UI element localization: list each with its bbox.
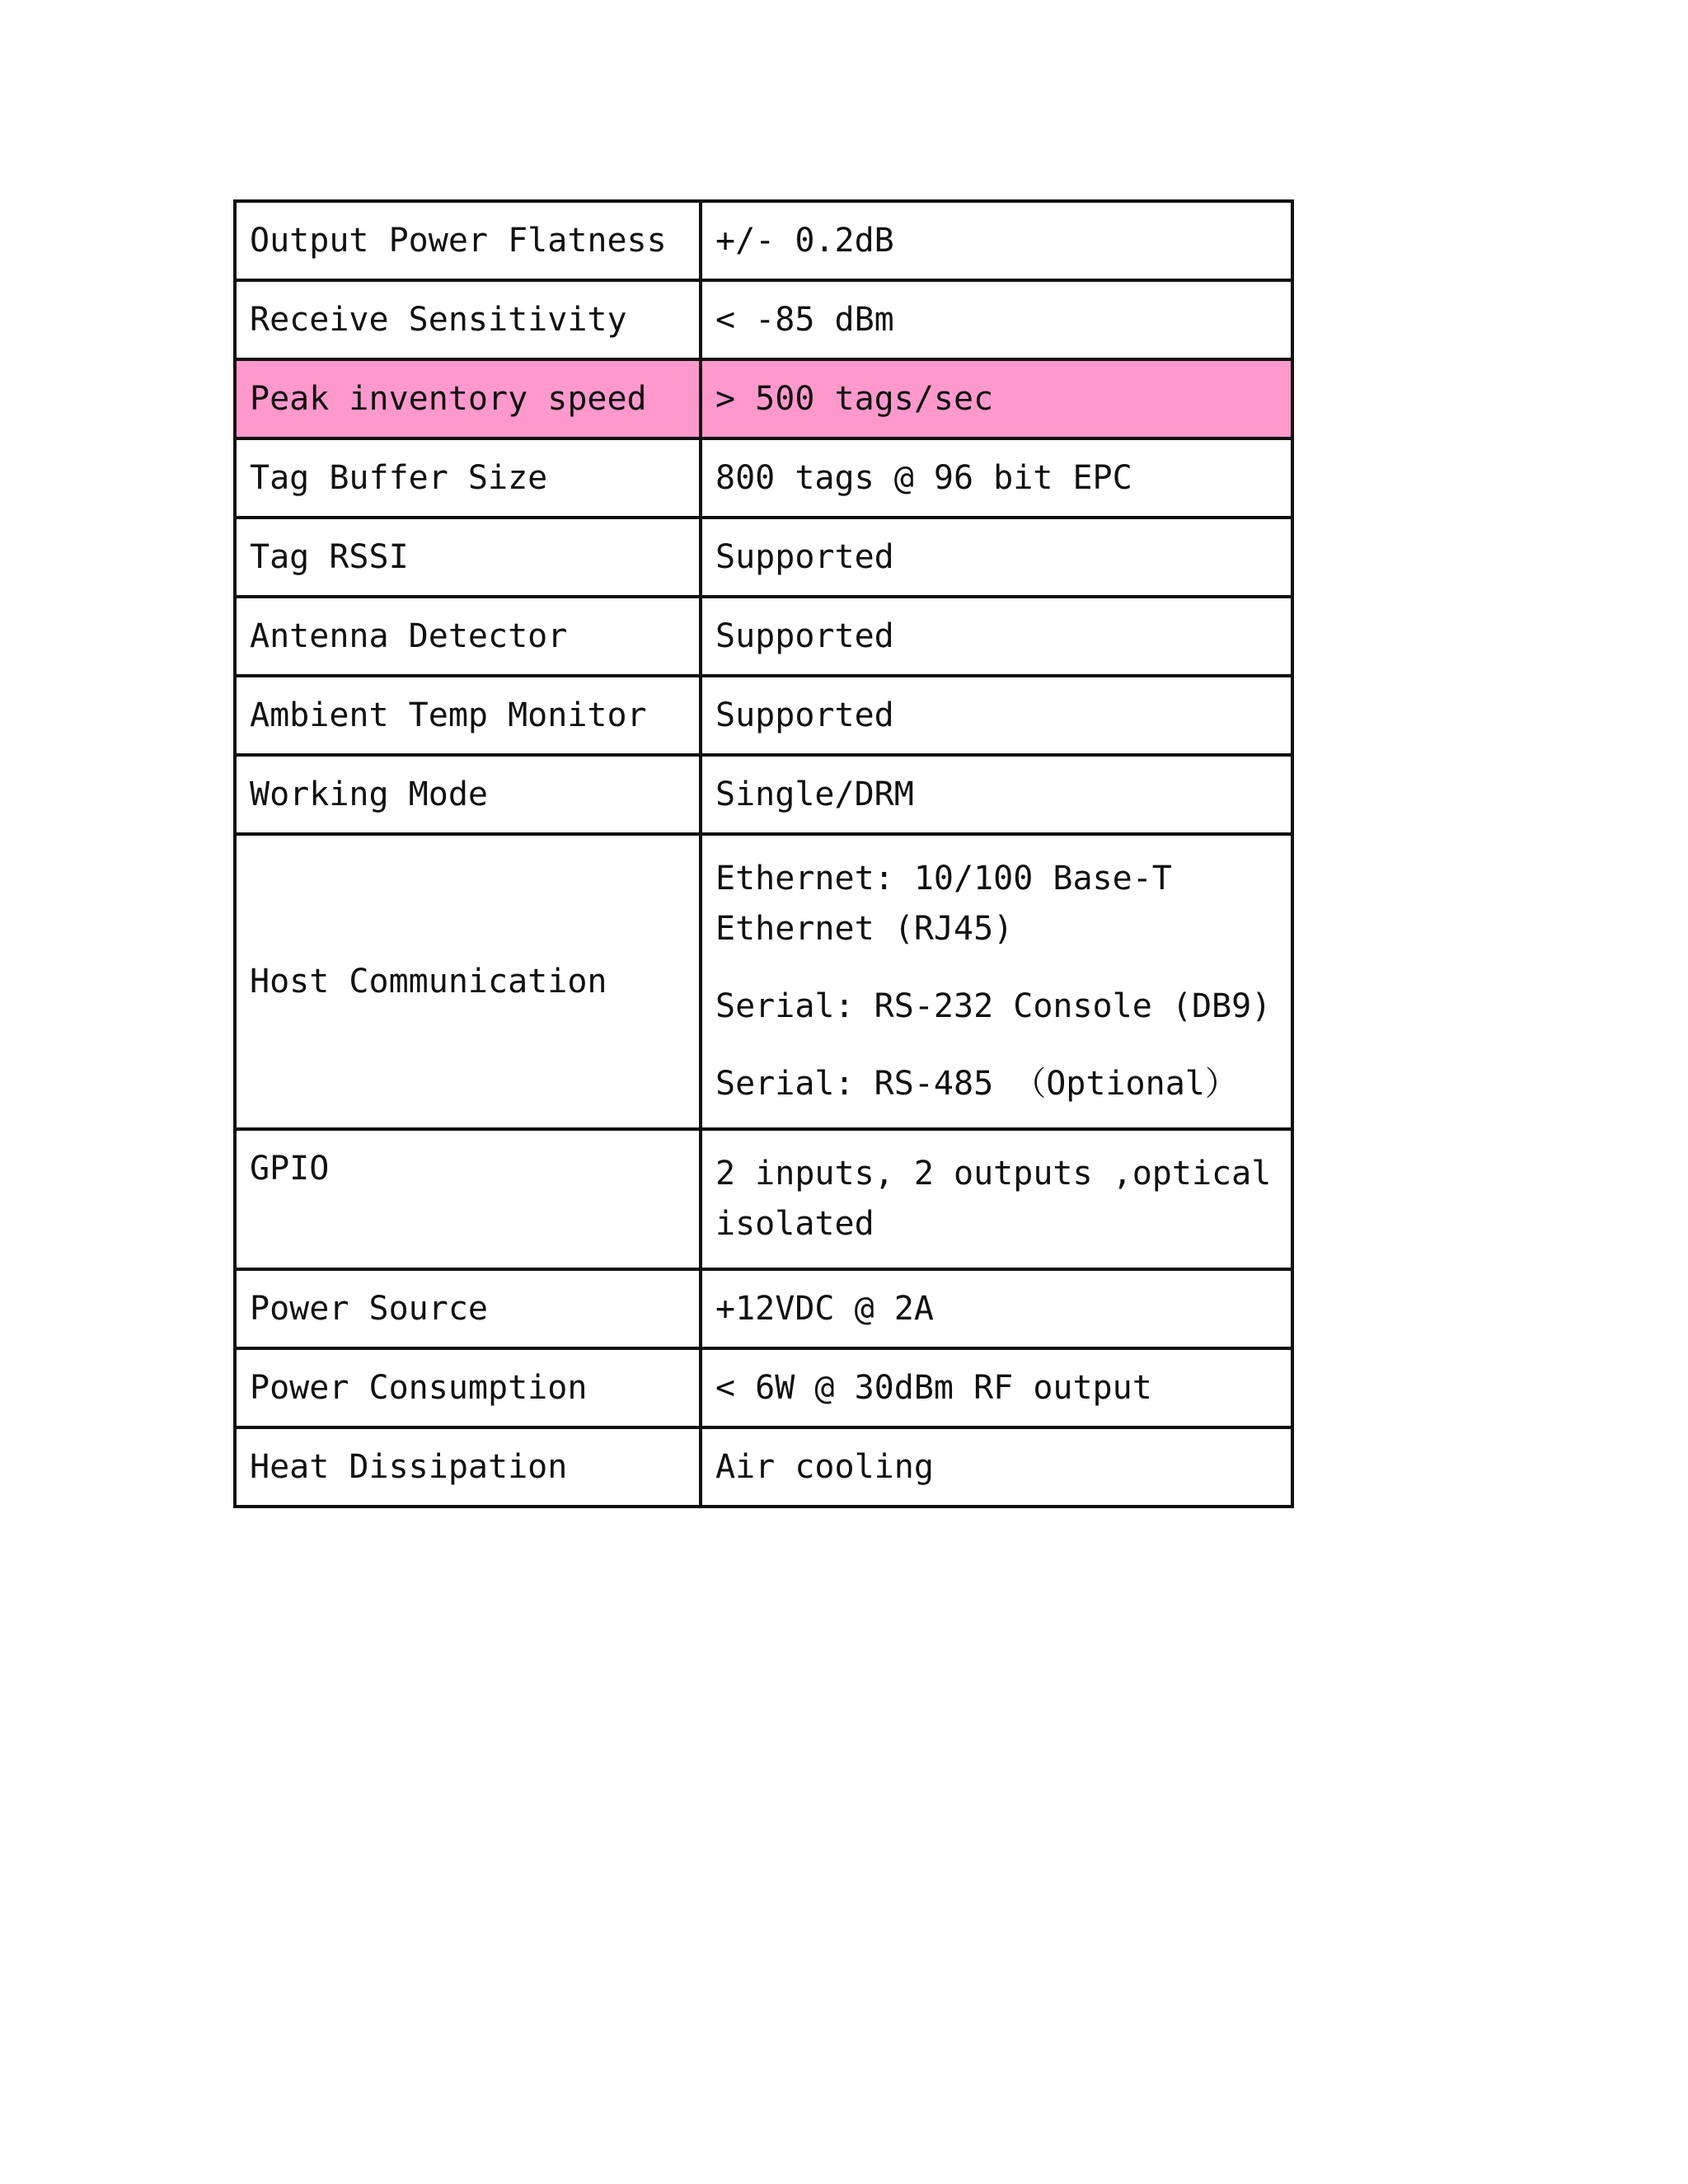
spec-label: Host Communication bbox=[235, 834, 701, 1129]
table-row bbox=[235, 597, 1292, 676]
spec-value: Supported bbox=[701, 676, 1292, 755]
table-row bbox=[235, 1427, 1292, 1507]
spec-label: Output Power Flatness bbox=[235, 201, 701, 280]
spec-label: Tag Buffer Size bbox=[235, 438, 701, 518]
table-row bbox=[235, 755, 1292, 834]
spec-label: Power Consumption bbox=[235, 1348, 701, 1427]
spec-value-line: Ethernet: 10/100 Base-T Ethernet (RJ45) bbox=[715, 860, 1172, 948]
spec-label: Tag RSSI bbox=[235, 518, 701, 597]
table-row bbox=[235, 438, 1292, 518]
spec-value: +12VDC @ 2A bbox=[701, 1269, 1292, 1348]
spec-value-multi bbox=[701, 834, 1292, 1129]
table-row bbox=[235, 280, 1292, 359]
spec-table bbox=[233, 199, 1294, 1508]
spec-value: Air cooling bbox=[701, 1427, 1292, 1507]
spec-label: Ambient Temp Monitor bbox=[235, 676, 701, 755]
spec-value: Supported bbox=[701, 597, 1292, 676]
spec-value: +/- 0.2dB bbox=[701, 201, 1292, 280]
spec-value: < -85 dBm bbox=[701, 280, 1292, 359]
table-row bbox=[235, 201, 1292, 280]
spec-value: > 500 tags/sec bbox=[701, 359, 1292, 438]
spec-value: 800 tags @ 96 bit EPC bbox=[701, 438, 1292, 518]
spec-label: Power Source bbox=[235, 1269, 701, 1348]
table-row bbox=[235, 1348, 1292, 1427]
spec-value-line: Serial: RS-485 （Optional） bbox=[715, 1065, 1238, 1103]
spec-value-line: Serial: RS-232 Console (DB9) bbox=[715, 987, 1272, 1025]
spec-value: < 6W @ 30dBm RF output bbox=[701, 1348, 1292, 1427]
spec-label: Antenna Detector bbox=[235, 597, 701, 676]
spec-label: Heat Dissipation bbox=[235, 1427, 701, 1507]
table-row bbox=[235, 1129, 1292, 1269]
table-row bbox=[235, 676, 1292, 755]
spec-label: Peak inventory speed bbox=[235, 359, 701, 438]
spec-label: GPIO bbox=[235, 1129, 701, 1269]
table-row bbox=[235, 518, 1292, 597]
spec-value: 2 inputs, 2 outputs ,optical isolated bbox=[701, 1129, 1292, 1269]
table-row bbox=[235, 1269, 1292, 1348]
table-row bbox=[235, 834, 1292, 1129]
spec-value: Supported bbox=[701, 518, 1292, 597]
spec-value: Single/DRM bbox=[701, 755, 1292, 834]
spec-label: Receive Sensitivity bbox=[235, 280, 701, 359]
spec-label: Working Mode bbox=[235, 755, 701, 834]
table-row-highlighted bbox=[235, 359, 1292, 438]
